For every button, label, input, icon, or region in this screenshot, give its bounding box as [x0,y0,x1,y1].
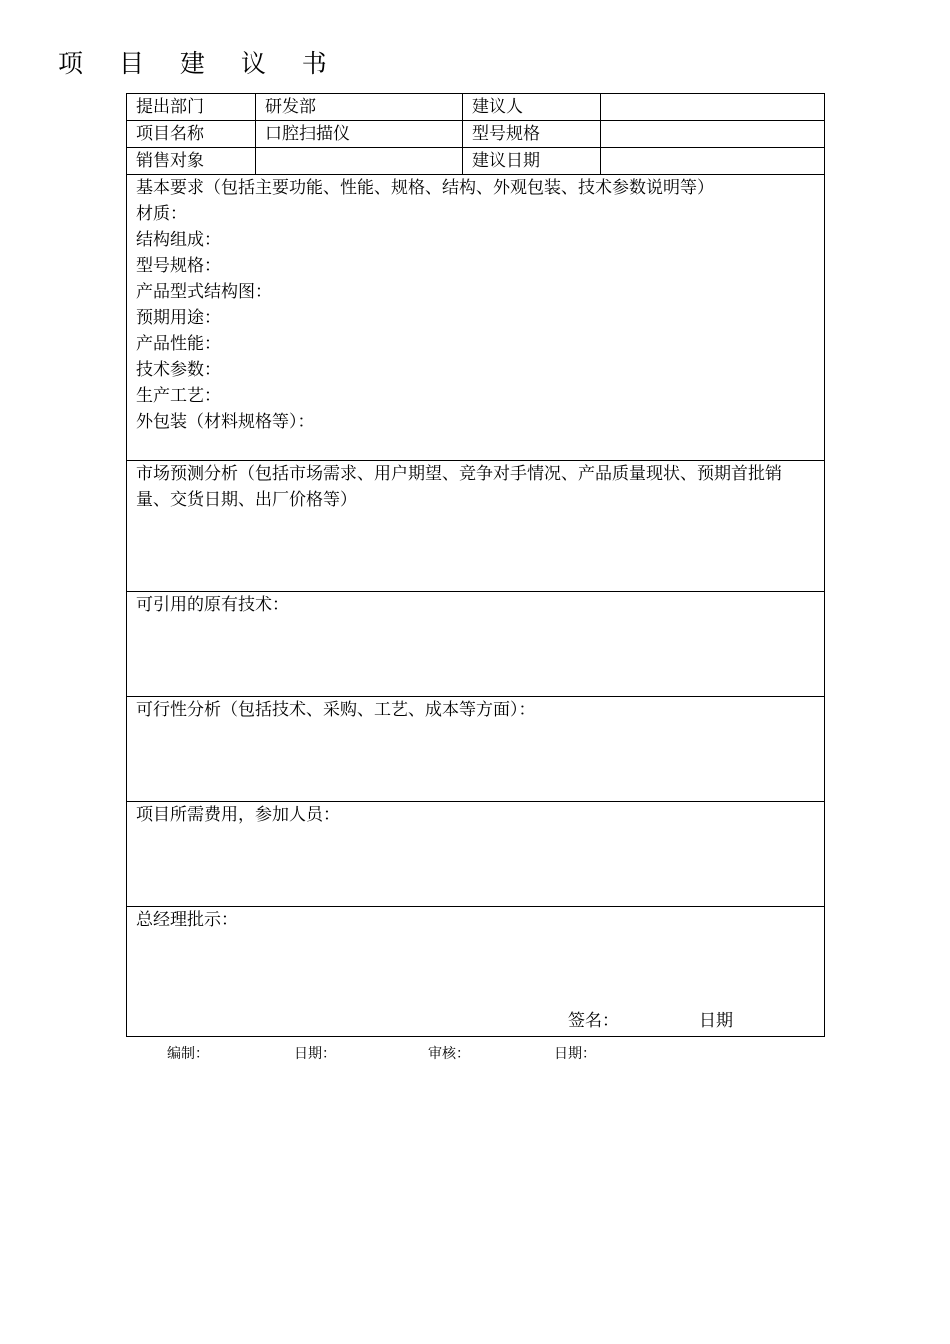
label-proposer: 建议人 [463,94,601,121]
footer-prepared-date: 日期： [294,1046,336,1062]
value-department[interactable]: 研发部 [256,94,463,121]
section-market-analysis [127,461,825,592]
header-row-project-name [127,121,825,148]
footer-prepared: 编制： [167,1046,209,1062]
item-intended-use: 预期用途： [136,308,221,328]
label-project-name: 项目名称 [127,121,256,148]
footer-reviewed: 审核： [428,1046,470,1062]
section-existing-technology [127,592,825,697]
cost-personnel-cell[interactable] [127,802,825,907]
value-proposer[interactable] [601,94,825,121]
item-performance: 产品性能： [136,334,221,354]
item-production-process: 生产工艺： [136,386,221,406]
market-analysis-cell[interactable] [127,461,825,592]
item-structure: 结构组成： [136,230,221,250]
item-material: 材质： [136,204,187,224]
gm-approval-heading: 总经理批示： [136,910,238,930]
proposal-form-table [126,93,825,1037]
document-title: 项 目 建 议 书 [58,49,341,78]
header-row-department [127,94,825,121]
label-sales-target: 销售对象 [127,148,256,175]
item-packaging: 外包装（材料规格等）： [136,412,315,432]
feasibility-cell[interactable] [127,697,825,802]
existing-technology-heading: 可引用的原有技术： [136,595,289,615]
value-sales-target[interactable] [256,148,463,175]
signature-area [568,1008,733,1034]
footer-reviewed-date: 日期： [554,1046,596,1062]
cost-personnel-heading: 项目所需费用，参加人员： [136,805,340,825]
document-footer [126,1043,824,1063]
approval-date-label: 日期 [699,1011,733,1031]
market-analysis-heading: 市场预测分析（包括市场需求、用户期望、竞争对手情况、产品质量现状、预期首批销量、交货日期、出厂价格等） [136,464,782,510]
item-structure-diagram: 产品型式结构图： [136,282,272,302]
section-gm-approval [127,907,825,1037]
header-row-sales-target [127,148,825,175]
section-basic-requirements [127,175,825,461]
section-cost-personnel [127,802,825,907]
label-proposal-date: 建议日期 [463,148,601,175]
signature-label: 签名： [568,1011,619,1031]
label-department: 提出部门 [127,94,256,121]
label-model-spec: 型号规格 [463,121,601,148]
value-project-name[interactable]: 口腔扫描仪 [256,121,463,148]
basic-requirements-cell[interactable] [127,175,825,461]
feasibility-heading: 可行性分析（包括技术、采购、工艺、成本等方面）： [136,700,536,720]
basic-requirements-heading: 基本要求（包括主要功能、性能、规格、结构、外观包装、技术参数说明等） [136,178,714,198]
item-model-spec: 型号规格： [136,256,221,276]
gm-approval-cell[interactable] [127,907,825,1037]
item-technical-parameters: 技术参数： [136,360,221,380]
section-feasibility [127,697,825,802]
existing-technology-cell[interactable] [127,592,825,697]
value-proposal-date[interactable] [601,148,825,175]
value-model-spec[interactable] [601,121,825,148]
